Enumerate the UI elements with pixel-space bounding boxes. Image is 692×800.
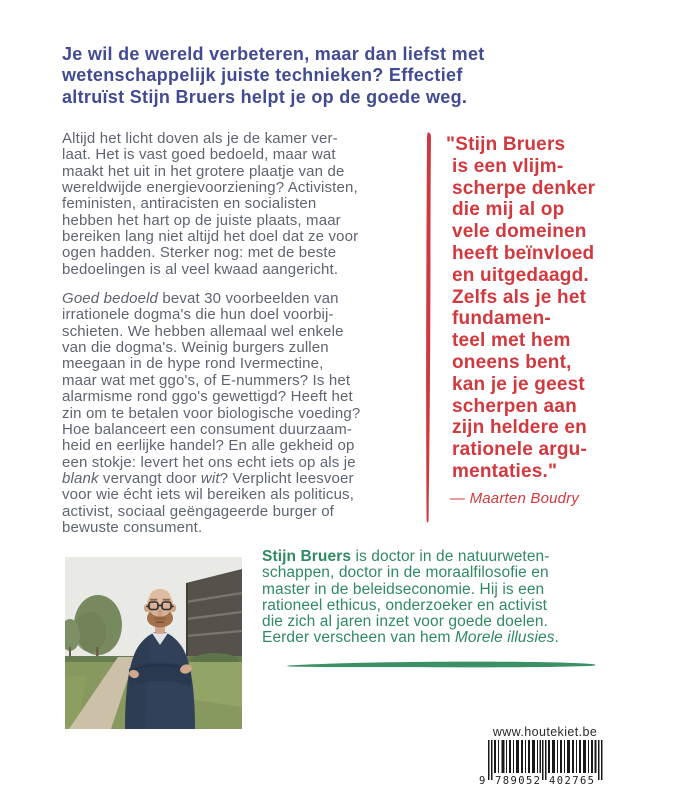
- isbn-digits-group2: 402765: [549, 775, 594, 787]
- green-underline-stroke: [285, 660, 598, 669]
- author-bio: Stijn Bruers is doctor in de natuurweten- schappen, doctor in de moraalfilosofie en master in de beleidseconomie. Hij is een rationeel ethicus, onderzoeker en activist die zich al jaren inzet voor goede doelen. Eerder verscheen van hem Morele illusies.: [262, 548, 560, 647]
- author-photo: [65, 557, 242, 729]
- red-brush-stroke: [424, 132, 433, 524]
- isbn-digit-first: 9: [479, 775, 486, 787]
- blurb-paragraph-1: Altijd het licht doven als je de kamer ver- laat. Het is vast goed bedoeld, maar wat maakt het uit in het grotere plaatje van de wereldwijde energievoorziening? Activisten, feministen, antiracisten en socialisten hebben het hart op de juiste plaats, maar bereiken lang niet altijd het doel dat ze voor ogen hadden. Sterker nog: met de beste bedoelingen is al veel kwaad aangericht.: [62, 130, 359, 278]
- endorsement-quote: "Stijn Bruers is een vlijm- scherpe denker die mij al op vele domeinen heeft beïnvloed en uitgedaagd. Zelfs als je het fundamen- teel met hem oneens bent, kan je je geest scherpen aan zijn heldere en rationele argu- mentaties.": [446, 134, 596, 482]
- blurb-paragraph-2: Goed bedoeld bevat 30 voorbeelden van irrationele dogma's die hun doel voorbij- schieten. We hebben allemaal wel enkele van die dogma's. Weinig burgers zullen meegaan in de hype rond Ivermectine, maar wat met ggo's, of E-nummers? Is het alarmisme rond ggo's gewettigd? Heeft het zin om te betalen voor biologische voeding? Hoe balanceert een consument duurzaam- heid en eerlijke handel? En alle gekheid op een stokje: levert het ons echt iets op als je blank vervangt door wit? Verplicht leesvoer voor wie écht iets wil bereiken als politicus, activist, sociaal geëngageerde burger of bewuste consument.: [62, 290, 361, 536]
- barcode-bars: [488, 740, 603, 780]
- isbn-digits-group1: 789052: [495, 775, 540, 787]
- isbn-barcode: [478, 739, 612, 787]
- publisher-website: www.houtekiet.be: [492, 725, 598, 739]
- photo-building: [186, 569, 242, 667]
- blurb: [62, 131, 434, 536]
- headline: Je wil de wereld verbeteren, maar dan liefst met wetenschappelijk juiste technieken? Effectief altruïst Stijn Bruers helpt je op de goede weg.: [62, 44, 485, 107]
- quote-attribution: — Maarten Boudry: [450, 490, 580, 507]
